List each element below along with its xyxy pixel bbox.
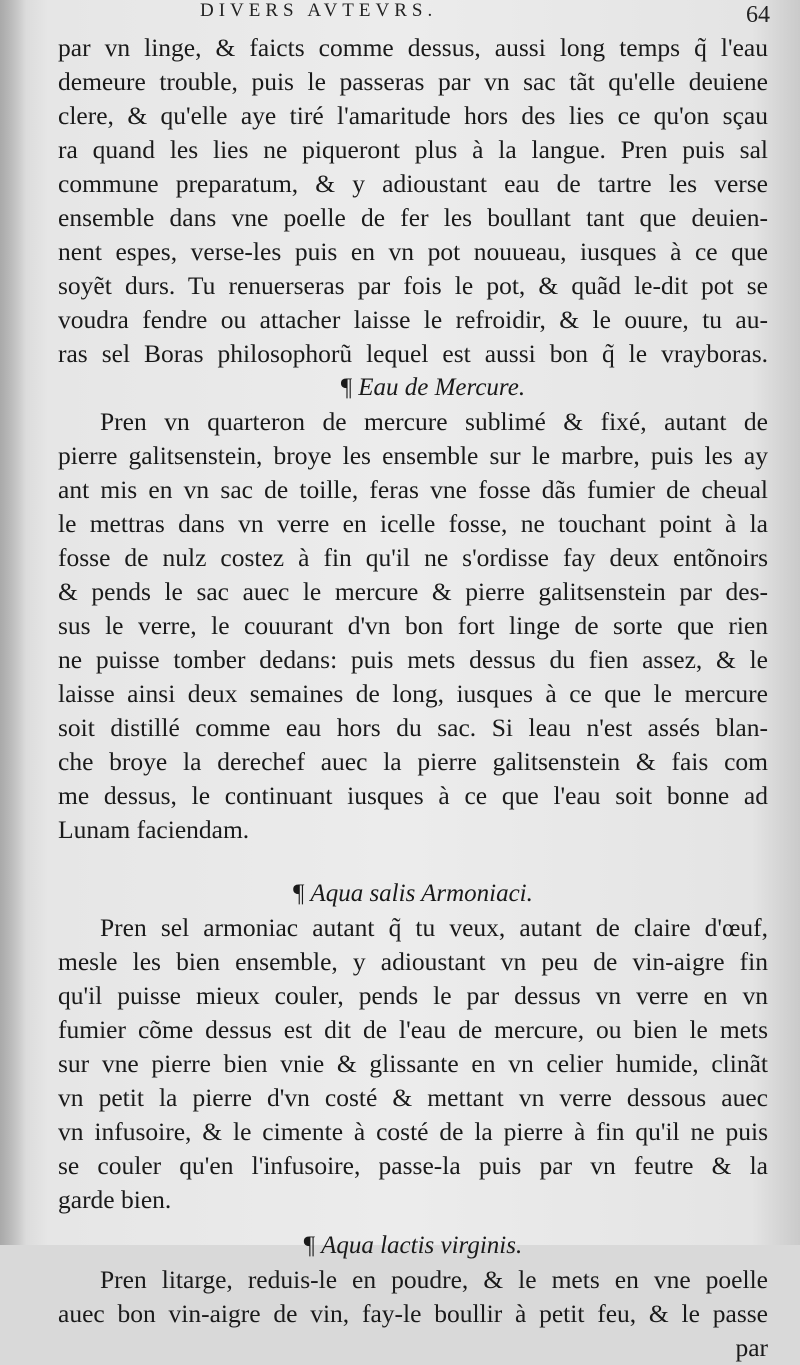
text-line: fumier cõme dessus est dit de l'eau de mercure, ou bien le mets [58, 1015, 768, 1044]
text-line: me dessus, le continuant iusques à ce que l'eau soit bonne ad [58, 781, 768, 810]
text-line: pierre galitsenstein, broye les ensemble sur le marbre, puis les ay [58, 441, 768, 470]
text-line: le mettras dans vn verre en icelle fosse, ne touchant point à la [58, 509, 768, 538]
paragraph-armoniaci [58, 911, 768, 1217]
pilcrow-icon: ¶ [293, 880, 305, 907]
text-line: vn petit la pierre d'vn costé & mettant vn verre dessous auec [58, 1083, 768, 1112]
running-title: DIVERS AVTEVRS. [200, 0, 438, 21]
text-line: soit distillé comme eau hors du sac. Si leau n'est assés blan- [58, 713, 768, 742]
text-line: che broye la derechef auec la pierre galitsenstein & fais com [58, 747, 768, 776]
text-line: soyẽt durs. Tu renuerseras par fois le pot, & quãd le-dit pot se [58, 271, 768, 300]
paragraph-lactis [58, 1263, 768, 1365]
text-line: clere, & qu'elle aye tiré l'amaritude hors des lies ce qu'on sçau [58, 101, 768, 130]
page-number: 64 [746, 2, 770, 28]
text-line: par vn linge, & faicts comme dessus, aussi long temps q̃ l'eau [58, 33, 768, 62]
text-line: ra quand les lies ne piqueront plus à la langue. Pren puis sal [58, 135, 768, 164]
text-line: sus le verre, le couurant d'vn bon fort linge de sorte que rien [58, 611, 768, 640]
text-line: qu'il puisse mieux couler, pends le par dessus vn verre en vn [58, 981, 768, 1010]
text-line: fosse de nulz costez à fin qu'il ne s'ordisse fay deux entõnoirs [58, 543, 768, 572]
heading-text: Eau de Mercure. [358, 374, 526, 401]
gutter-shadow [0, 0, 26, 1245]
heading-text: Aqua salis Armoniaci. [310, 880, 533, 907]
heading-text: Aqua lactis virginis. [321, 1232, 523, 1259]
text-line: demeure trouble, puis le passeras par vn sac tãt qu'elle deuiene [58, 67, 768, 96]
text-line: nent espes, verse-les puis en vn pot nouueau, iusques à ce que [58, 237, 768, 266]
paragraph-mercure [58, 405, 768, 847]
section-heading-armoniaci [58, 877, 768, 911]
pilcrow-icon: ¶ [303, 1232, 316, 1259]
text-line: ensemble dans vne poelle de fer les boullant tant que deuien- [58, 203, 768, 232]
paragraph-borax [58, 31, 768, 371]
section-heading-lactis [58, 1229, 768, 1263]
text-line: ras sel Boras philosophorũ lequel est aussi bon q̃ le vrayboras. [58, 339, 768, 368]
text-line: Pren litarge, reduis-le en poudre, & le mets en vne poelle [100, 1265, 768, 1294]
text-line: ne puisse tomber dedans: puis mets dessus du fien assez, & le [58, 645, 768, 674]
text-line: auec bon vin-aigre de vin, fay-le boullir à petit feu, & le passe [58, 1299, 768, 1328]
text-line: Pren sel armoniac autant q̃ tu veux, autant de claire d'œuf, [100, 913, 768, 942]
section-heading-mercure [58, 371, 768, 405]
pilcrow-icon: ¶ [340, 374, 353, 401]
section-spacer [58, 1217, 768, 1229]
text-line: sur vne pierre bien vnie & glissante en vn celier humide, clinãt [58, 1049, 768, 1078]
text-line: voudra fendre ou attacher laisse le refroidir, & le ouure, tu au- [58, 305, 768, 334]
text-line: commune preparatum, & y adioustant eau de tartre les verse [58, 169, 768, 198]
text-line: ant mis en vn sac de toille, feras vne fosse dãs fumier de cheual [58, 475, 768, 504]
text-line: vn infusoire, & le cimente à costé de la pierre à fin qu'il ne puis [58, 1117, 768, 1146]
body-text [58, 31, 768, 1365]
section-spacer [58, 847, 768, 877]
text-line: & pends le sac auec le mercure & pierre galitsenstein par des- [58, 577, 768, 606]
catchword: par [735, 1333, 768, 1362]
text-line: mesle les bien ensemble, y adioustant vn peu de vin-aigre fin [58, 947, 768, 976]
text-line: garde bien. [58, 1185, 172, 1214]
text-line: Pren vn quarteron de mercure sublimé & fixé, autant de [100, 407, 768, 436]
text-line: laisse ainsi deux semaines de long, iusques à ce que le mercure [58, 679, 768, 708]
text-line: se couler qu'en l'infusoire, passe-la puis par vn feutre & la [58, 1151, 768, 1180]
text-line: Lunam faciendam. [58, 815, 250, 844]
